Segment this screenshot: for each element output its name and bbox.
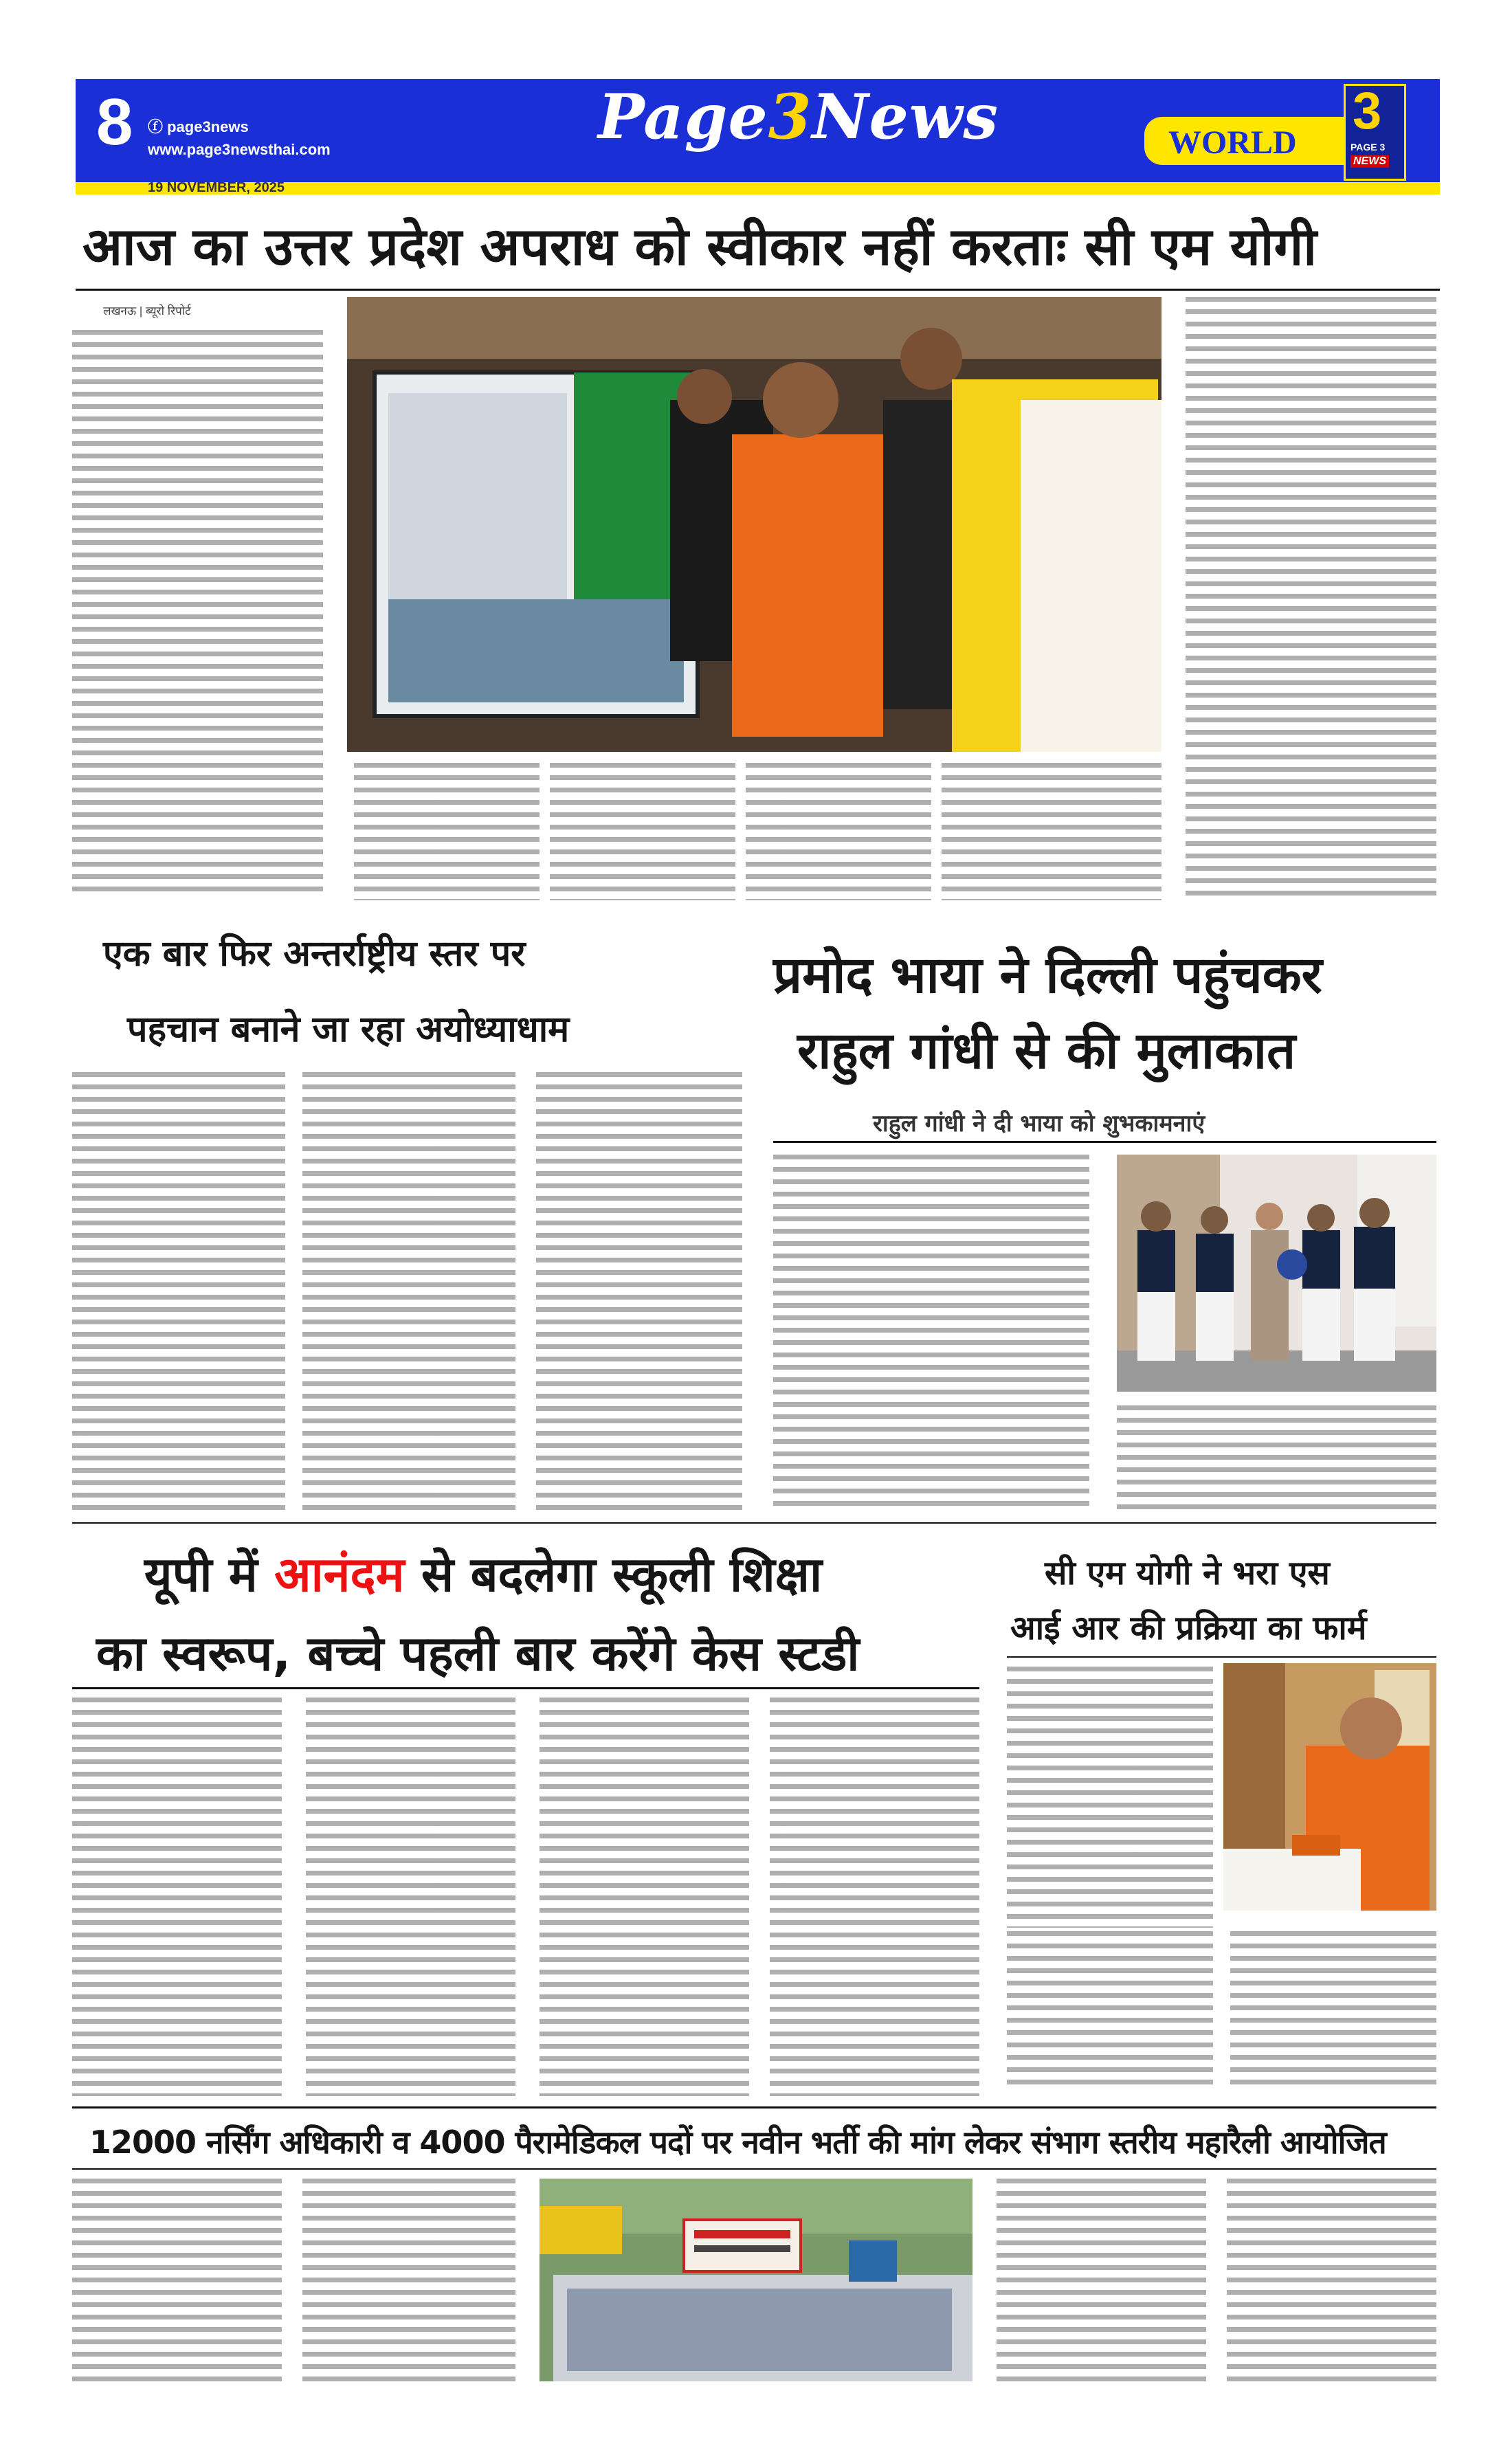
brand-logo [598, 80, 999, 153]
article-column [302, 2179, 515, 2385]
divider [72, 2168, 1436, 2170]
logo-number: 3 [1353, 82, 1382, 140]
article-column [540, 1698, 749, 2096]
byline-a1: लखनऊ | ब्यूरो रिपोर्ट [103, 304, 191, 318]
article-column [72, 330, 323, 893]
article-column [942, 763, 1161, 900]
article-column [536, 1072, 742, 1512]
article-column [354, 763, 540, 900]
article-column [1117, 1405, 1436, 1512]
social-handle: ⓕ page3news [148, 118, 249, 135]
article-column [1007, 1667, 1213, 1928]
article-column [1186, 297, 1436, 902]
headline-pramod-bhaya-l2: राहुल गांधी से की मुलाकात [797, 1021, 1296, 1080]
section-label: WORLD [1168, 124, 1297, 161]
brand-part-3: 3 [768, 80, 812, 153]
brand-part-page: Page [598, 80, 768, 153]
issue-date: 19 NOVEMBER, 2025 [148, 180, 285, 195]
divider [76, 289, 1440, 291]
headline-anandam-red: आनंदम [274, 1546, 405, 1603]
headline-anandam-pre: यूपी में [144, 1546, 275, 1603]
subhead-pramod-bhaya: राहुल गांधी ने दी भाया को शुभकामनाएं [873, 1110, 1205, 1137]
page-number: 8 [96, 85, 133, 159]
headline-nursing-rally: 12000 नर्सिंग अधिकारी व 4000 पैरामेडिकल पदों पर नवीन भर्ती की मांग लेकर संभाग स्तरीय महारैली आयोजित [89, 2124, 1386, 2161]
headline-pramod-bhaya-l1: प्रमोद भाया ने दिल्ली पहुंचकर [773, 946, 1322, 1005]
article-column [72, 1072, 285, 1512]
headline-sir-form-l1: सी एम योगी ने भरा एस [1045, 1554, 1330, 1592]
divider [72, 2106, 1436, 2108]
photo-cm-yogi-signing-form [1223, 1663, 1436, 1911]
photo-illustration [1117, 1155, 1436, 1392]
logo-page-text: PAGE 3 [1350, 142, 1386, 153]
headline-anandam-l1 [144, 1539, 822, 1605]
headline-ayodhya-l1: एक बार फिर अन्तर्राष्ट्रीय स्तर पर [103, 933, 526, 975]
photo-cm-yogi-inspecting-board [347, 297, 1161, 752]
article-column [302, 1072, 515, 1512]
divider [773, 1141, 1436, 1143]
article-column [1230, 1931, 1436, 2089]
divider [72, 1522, 1436, 1524]
photo-nursing-rally [540, 2179, 972, 2381]
headline-ayodhya-l2: पहचान बनाने जा रहा अयोध्याधाम [127, 1009, 570, 1050]
photo-illustration [347, 297, 1161, 752]
headline-anandam-l2: का स्वरूप, बच्चे पहली बार करेंगे केस स्टडी [96, 1625, 860, 1682]
article-column [746, 763, 931, 900]
article-column [550, 763, 735, 900]
headline-anandam-post: से बदलेगा स्कूली शिक्षा [404, 1546, 823, 1603]
divider [72, 1687, 979, 1689]
article-column [997, 2179, 1206, 2385]
logo-news-text: NEWS [1350, 155, 1389, 168]
article-column [773, 1155, 1089, 1512]
article-column [72, 2179, 282, 2385]
article-column [306, 1698, 515, 2096]
brand-part-news: News [812, 80, 999, 153]
photo-illustration [540, 2179, 972, 2381]
article-column [1007, 1931, 1213, 2089]
article-column [770, 1698, 979, 2096]
photo-illustration [1223, 1663, 1436, 1911]
website-url[interactable]: www.page3newsthai.com [148, 141, 331, 158]
article-column [72, 1698, 282, 2096]
article-column [1227, 2179, 1436, 2385]
headline-sir-form-l2: आई आर की प्रक्रिया का फार्म [1010, 1609, 1367, 1647]
photo-rahul-gandhi-meeting [1117, 1155, 1436, 1392]
headline-cm-yogi-crime: आज का उत्तर प्रदेश अपराध को स्वीकार नहीं करताः सी एम योगी [82, 216, 1317, 277]
divider [1007, 1656, 1436, 1658]
